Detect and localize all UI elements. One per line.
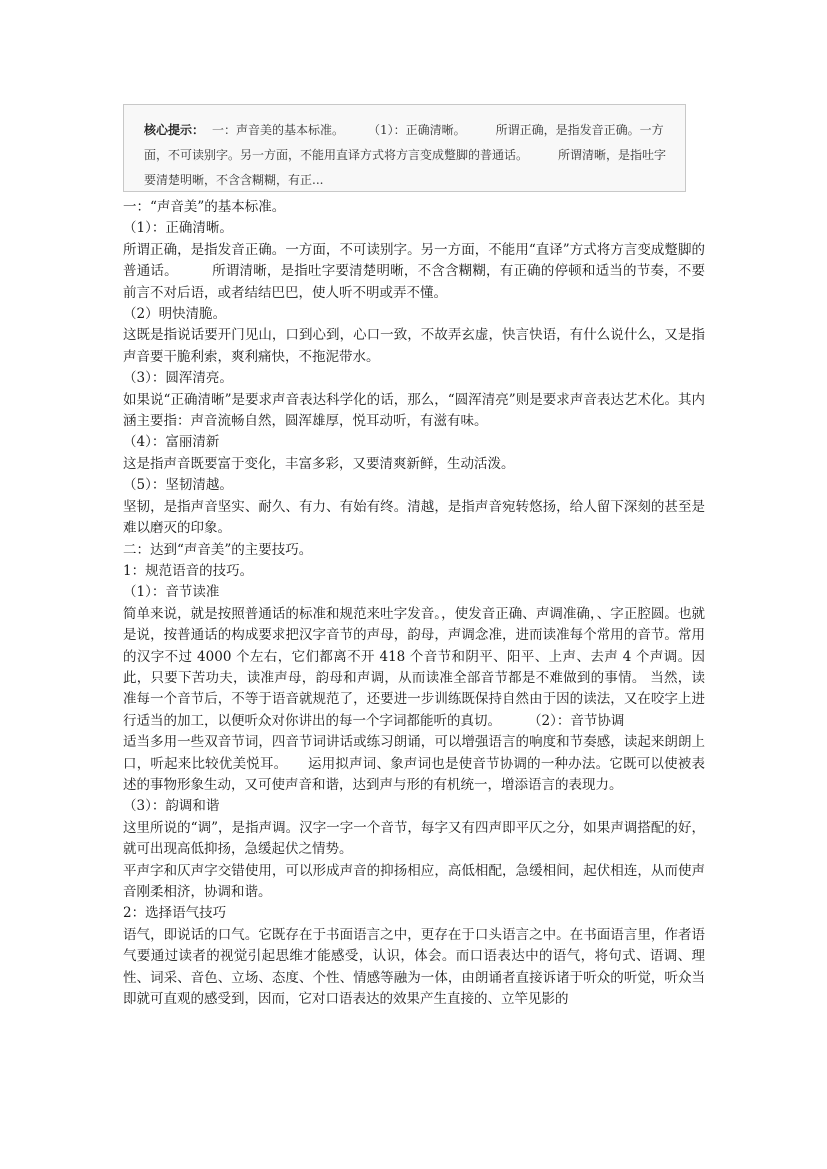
subheading: 1：规范语音的技巧。 (123, 562, 254, 579)
summary-text: 一：声音美的基本标准。 （1）：正确清晰。 所谓正确，是指发音正确。一方面，不可读别字。另一方面，不能用直译方式将方言变成蹩脚的普通话。 所谓清晰，是指吐字要清楚明晰，不含含糊糊，有正... (144, 123, 667, 187)
paragraph: 平声字和仄声字交错使用，可以形成声音的抑扬相应，高低相配，急缓相间，起伏相连，从而使声音刚柔相济，协调和谐。 (123, 862, 705, 900)
subheading: （3）：韵调和谐 (123, 798, 220, 815)
subheading: 2：选择语气技巧 (123, 905, 227, 922)
paragraph: 简单来说，就是按照普通话的标准和规范来吐字发音。，使发音正确、声调准确，、字正腔圆。也就是说，按普通话的构成要求把汉字音节的声母，韵母，声调念准，进而读准每个常用的音节。常用的汉字不过 4000 个左右，它们都离不开 418 个音节和阴平、阳平、上声、去声 4 个声调。因此，只要下苦功夫，读准声母，韵母和声调，从而读准全部音节都是不难做到的事情。 当然，读准每一个音节后，不等于语音就规范了，还要进一步训练既保持自然由于因的读法，又在咬字上进行适当的加工，以便听众对你讲出的每一个字词都能听的真切。 （2）：音节协调 (123, 605, 705, 729)
paragraph: 适当多用一些双音节词，四音节词讲话或练习朗诵，可以增强语言的响度和节奏感，读起来朗朗上口，听起来比较优美悦耳。 运用拟声词、象声词也是使音节协调的一种办法。它既可以使被表述的事物形象生动，又可使声音和谐，达到声与形的有机统一，增添语言的表现力。 (123, 734, 705, 793)
paragraph: 坚韧，是指声音坚实、耐久、有力、有始有终。清越，是指声音宛转悠扬，给人留下深刻的甚至是难以磨灭的印象。 (123, 498, 705, 537)
paragraph: 语气，即说话的口气。它既存在于书面语言之中，更存在于口头语言之中。在书面语言里，作者语气要通过读者的视觉引起思维才能感受，认识，体会。而口语表达中的语气，将句式、语调、理性、词采、音色、立场、态度、个性、情感等融为一体，由朗诵者直接诉诸于听众的听觉，听众当即就可直观的感受到，因而，它对口语表达的效果产生直接的、立竿见影的 (123, 926, 705, 1008)
document-body (123, 197, 705, 1010)
paragraph: 这既是指说话要开门见山，口到心到，心口一致，不故弄玄虚，快言快语，有什么说什么，又是指声音要干脆利索，爽利痛快，不拖泥带水。 (123, 327, 705, 365)
subheading: （1）：正确清晰。 (123, 220, 233, 237)
heading-standards: 一：“声音美”的基本标准。 (123, 199, 286, 215)
subheading: （1）：音节读准 (123, 584, 220, 601)
subheading: （4）：富丽清新 (123, 434, 220, 451)
subheading: （5）：坚韧清越。 (123, 477, 233, 494)
subheading: （2）明快清脆。 (123, 306, 227, 323)
paragraph: 所谓正确，是指发音正确。一方面，不可读别字。另一方面，不能用“直译”方式将方言变成蹩脚的普通话。 所谓清晰，是指吐字要清楚明晰，不含含糊糊，有正确的停顿和适当的节奏，不要前言不对后语，或者结结巴巴，使人听不明或弄不懂。 (123, 241, 705, 301)
paragraph: 如果说“正确清晰”是要求声音表达科学化的话，那么，“圆浑清亮”则是要求声音表达艺术化。其内涵主要指：声音流畅自然，圆浑雄厚，悦耳动听，有滋有味。 (123, 391, 705, 430)
paragraph: 这里所说的“调”，是指声调。汉字一字一个音节，每字又有四声即平仄之分，如果声调搭配的好，就可出现高低抑扬，急缓起伏之情势。 (123, 819, 705, 858)
summary-box (123, 104, 686, 192)
summary-label: 核心提示： (144, 123, 205, 137)
paragraph: 这是指声音既要富于变化，丰富多彩，又要清爽新鲜，生动活泼。 (123, 455, 515, 472)
heading-techniques: 二：达到“声音美”的主要技巧。 (123, 541, 313, 558)
subheading: （3）：圆浑清亮。 (123, 370, 233, 387)
